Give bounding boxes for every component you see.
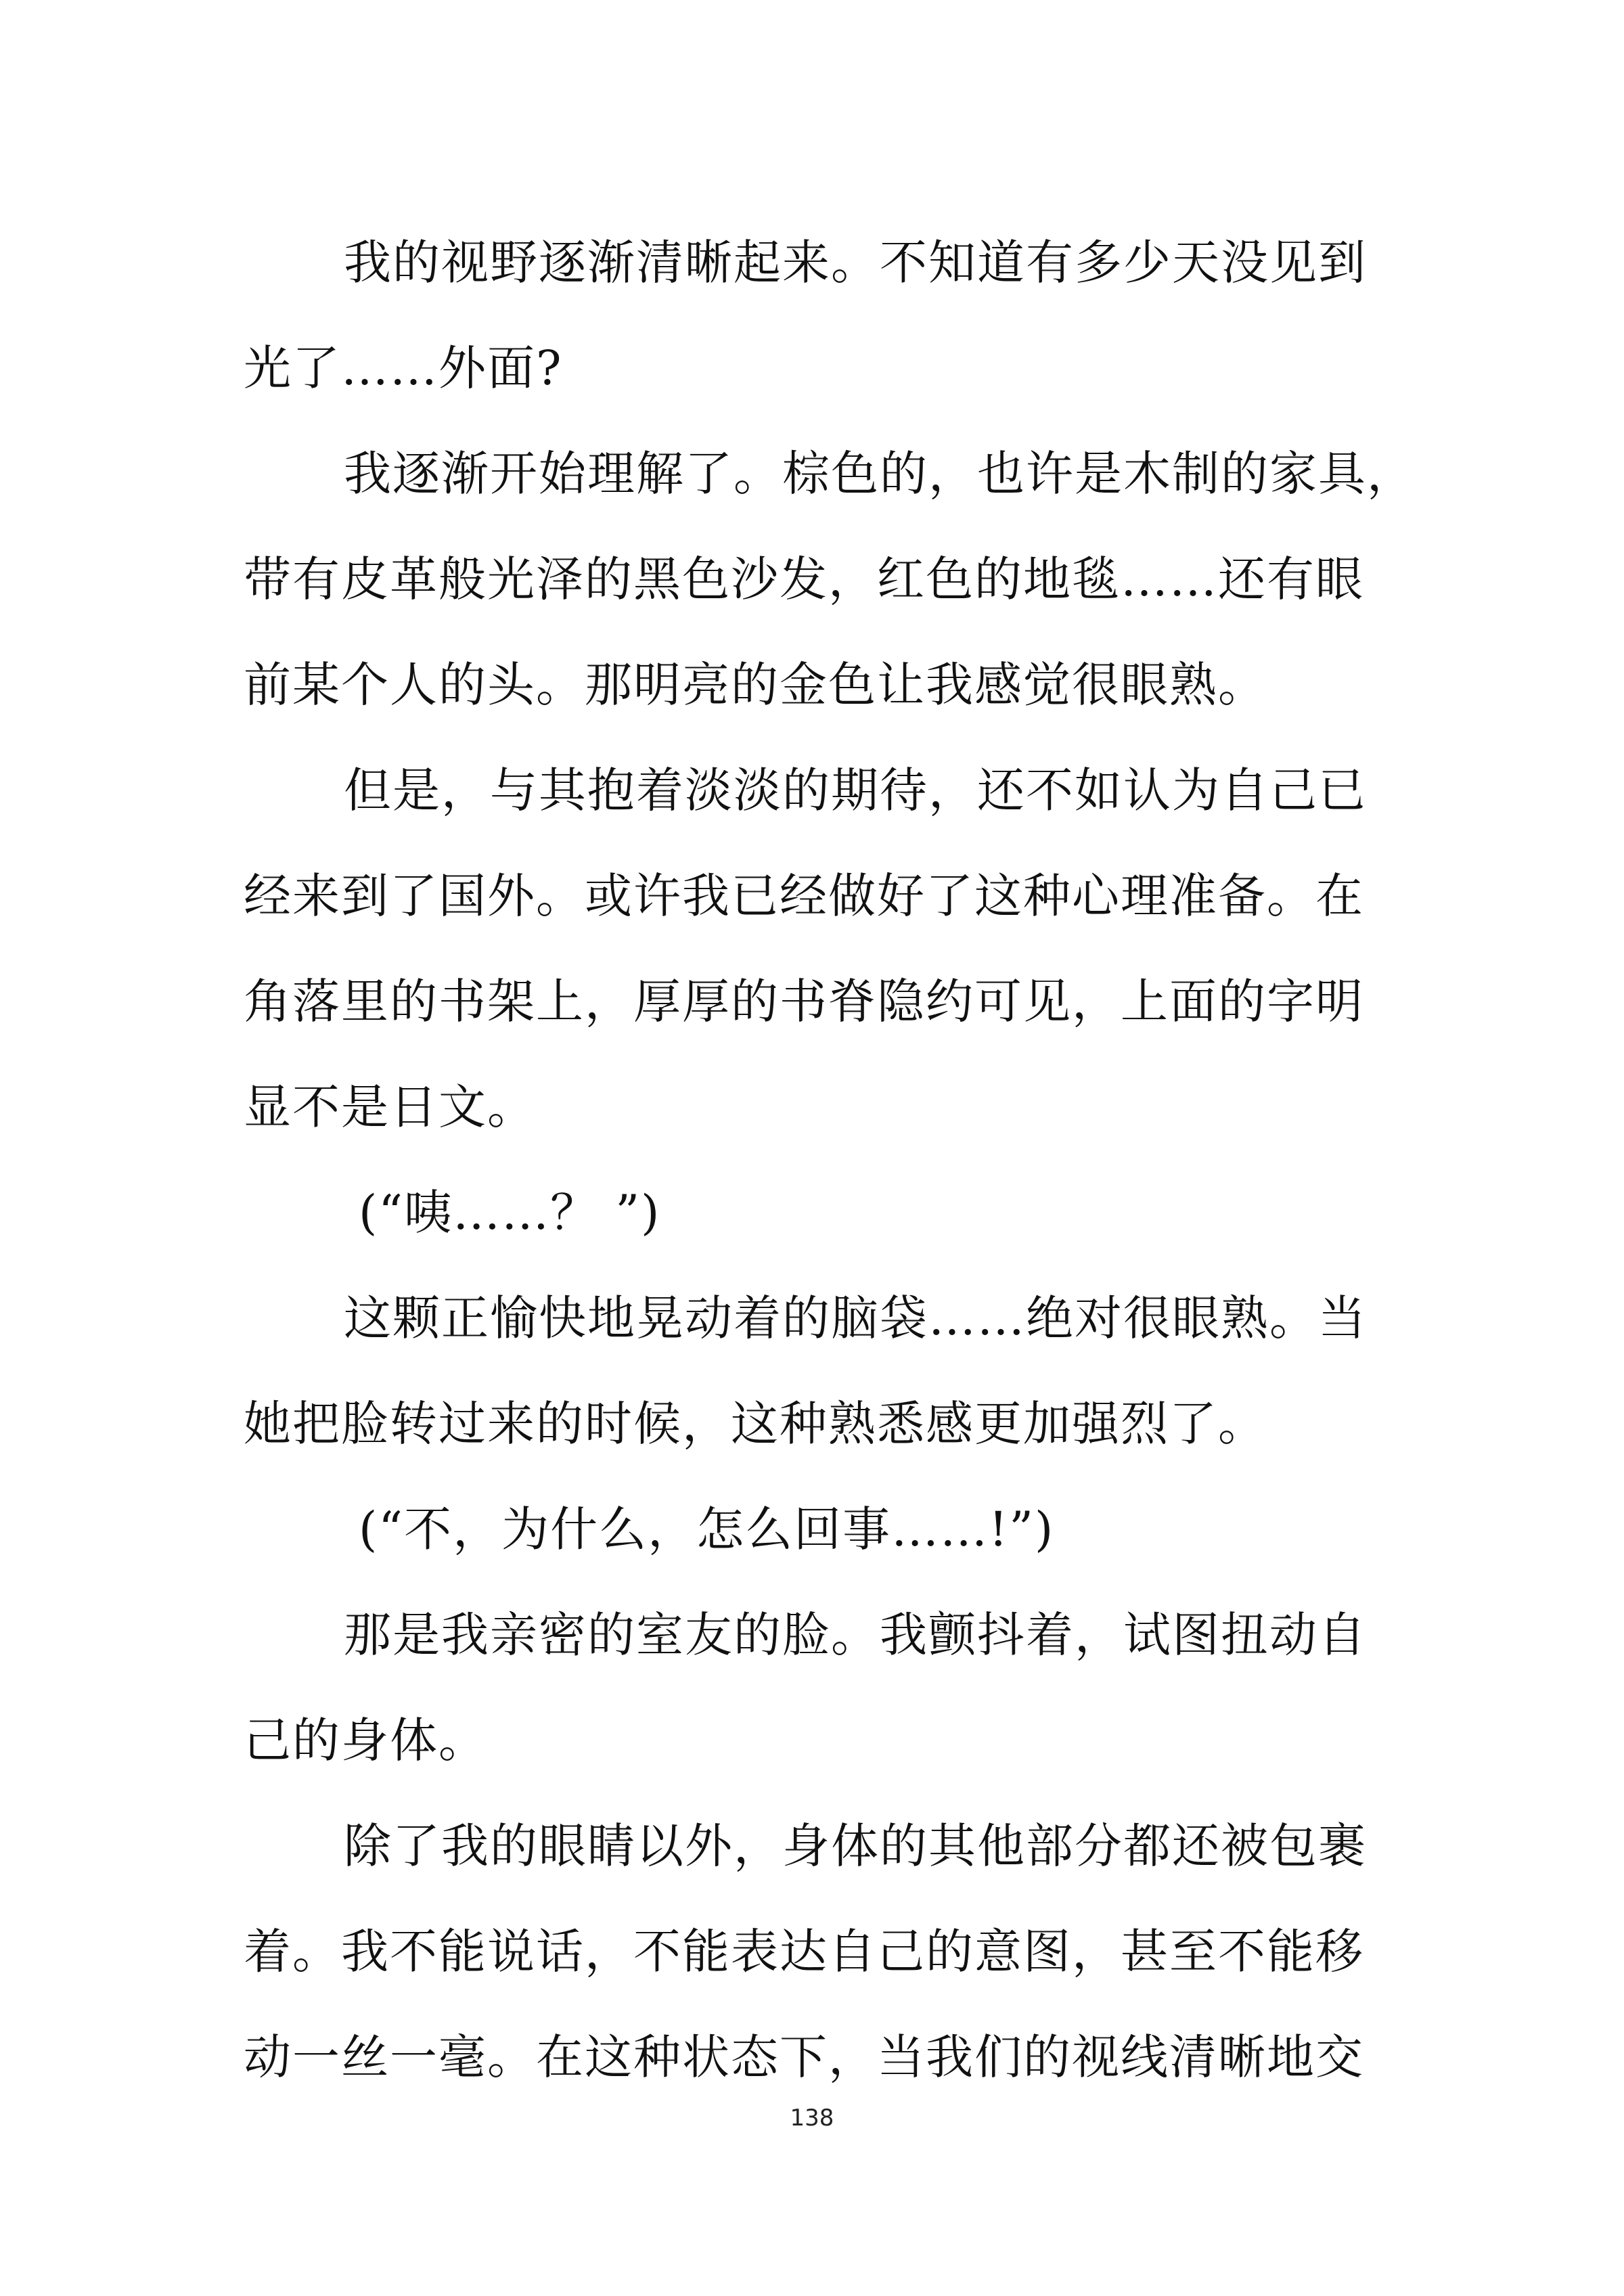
text-line-6: 但是，与其抱着淡淡的期待，还不如认为自己已: [344, 763, 1367, 818]
text-line-4: 带有皮革般光泽的黑色沙发，红色的地毯……还有眼: [244, 552, 1364, 607]
text-line-9: 显不是日文。: [244, 1079, 536, 1135]
text-line-12: 她把脸转过来的时候，这种熟悉感更加强烈了。: [244, 1396, 1267, 1451]
text-line-1: 我的视野逐渐清晰起来。不知道有多少天没见到: [344, 235, 1367, 290]
text-line-7: 经来到了国外。或许我已经做好了这种心理准备。在: [244, 868, 1364, 924]
text-line-14: 那是我亲密的室友的脸。我颤抖着，试图扭动自: [344, 1607, 1367, 1663]
text-line-5: 前某个人的头。那明亮的金色让我感觉很眼熟。: [244, 657, 1267, 713]
text-line-2: 光了……外面?: [244, 340, 563, 396]
text-line-8: 角落里的书架上，厚厚的书脊隐约可见，上面的字明: [244, 974, 1364, 1029]
text-line-18: 动一丝一毫。在这种状态下，当我们的视线清晰地交: [244, 2029, 1364, 2085]
text-line-15: 己的身体。: [244, 1713, 487, 1768]
text-line-3: 我逐渐开始理解了。棕色的，也许是木制的家具，: [344, 446, 1416, 501]
text-line-13: (“不，为什么，怎么回事……!”): [359, 1502, 1055, 1557]
text-line-11: 这颗正愉快地晃动着的脑袋……绝对很眼熟。当: [344, 1290, 1367, 1346]
body-text: [244, 210, 1435, 2110]
page-number: 138: [790, 2104, 834, 2132]
text-line-16: 除了我的眼睛以外，身体的其他部分都还被包裹: [344, 1818, 1367, 1874]
text-line-17: 着。我不能说话，不能表达自己的意图，甚至不能移: [244, 1924, 1364, 1979]
text-line-10: (“咦……？ ”): [359, 1185, 661, 1240]
